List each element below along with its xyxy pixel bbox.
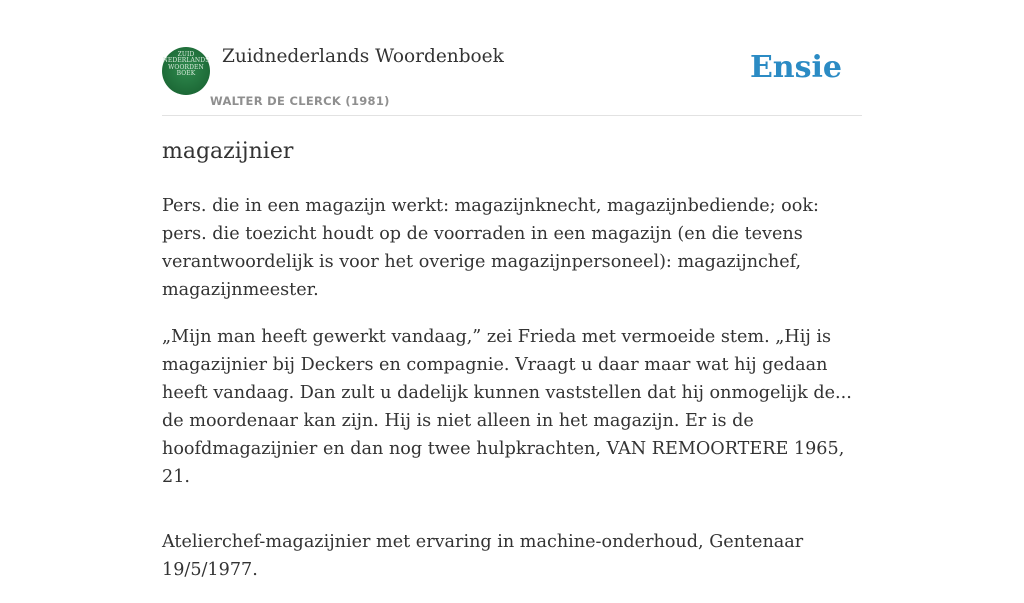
book-logo[interactable]	[162, 47, 210, 95]
book-title[interactable]: Zuidnederlands Woordenboek	[222, 46, 504, 67]
entry-definition: Pers. die in een magazijn werkt: magazijnknecht, magazijnbediende; ook: pers. die toezicht houdt op de voorraden in een magazijn (en die tevens verantwoordelijk is voor het overige magazijnpersoneel): magazijnchef, magazijnmeester.	[162, 196, 819, 300]
source-header	[162, 42, 862, 116]
entry-headword: magazijnier	[162, 139, 294, 164]
entry-content	[162, 192, 862, 603]
entry-example: Atelierchef-magazijnier met ervaring in machine-onderhoud, Gentenaar 19/5/1977.	[162, 532, 804, 580]
book-author: WALTER DE CLERCK (1981)	[210, 94, 390, 108]
book-logo-text: ZUID NEDERLANDS WOORDEN BOEK	[162, 51, 210, 78]
ensie-logo-link[interactable]: Ensie	[749, 50, 842, 85]
entry-quote: „Mijn man heeft gewerkt vandaag,” zei Frieda met vermoeide stem. „Hij is magazijnier bij Deckers en compagnie. Vraagt u daar maar wat hij gedaan heeft vandaag. Dan zult u dadelijk kunnen vaststellen dat hij onmogelijk de... de moordenaar kan zijn. Hij is niet alleen in het magazijn. Er is de hoofdmagazijnier en dan nog twee hulpkrachten, VAN REMOORTERE 1965, 21.	[162, 327, 852, 487]
